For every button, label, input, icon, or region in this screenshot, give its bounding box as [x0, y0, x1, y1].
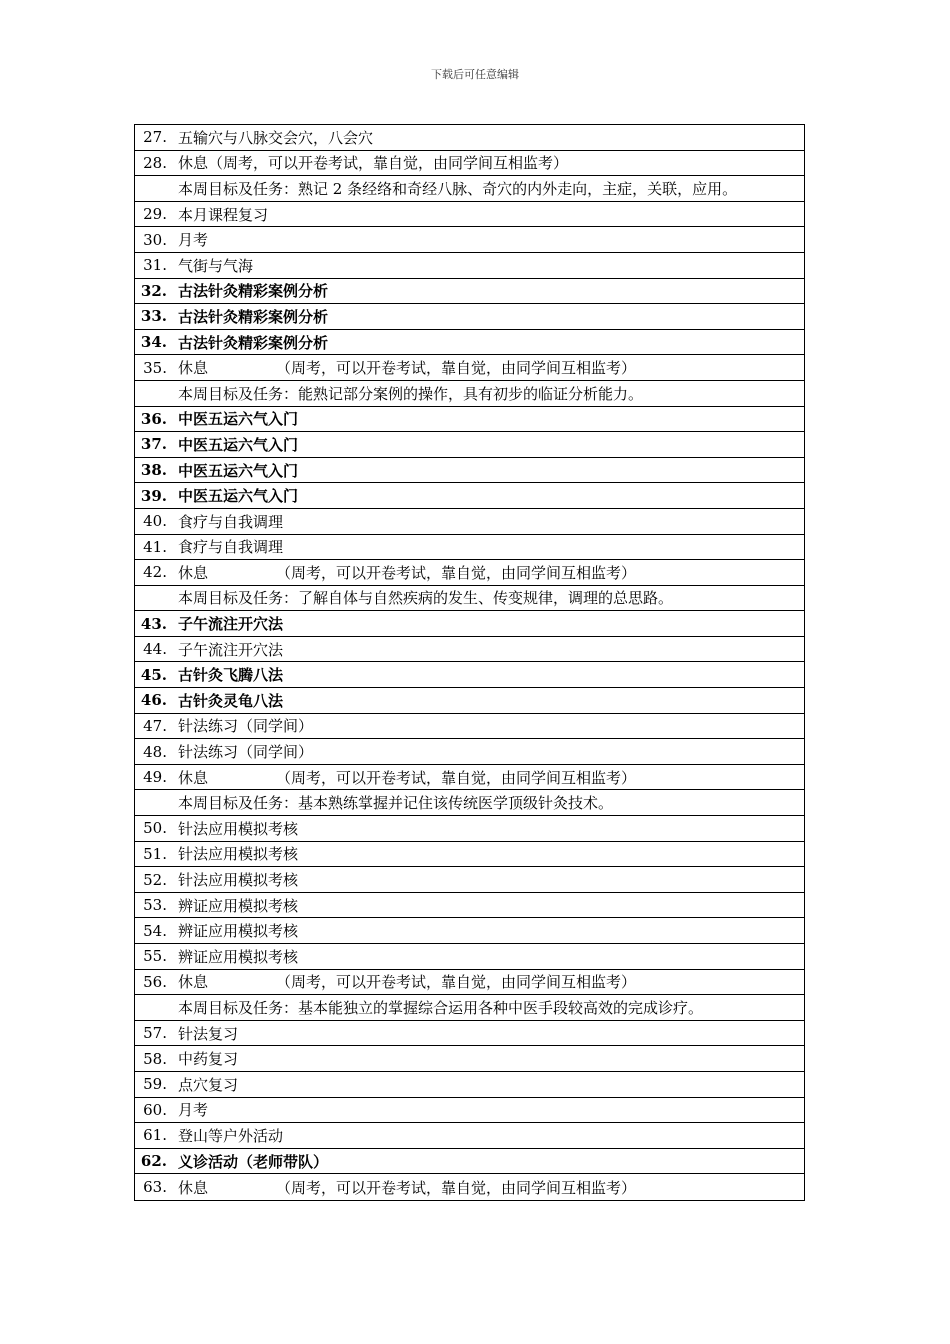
row-title: 食疗与自我调理 [178, 538, 284, 557]
row-number: 41. [143, 537, 167, 556]
schedule-table [134, 124, 805, 1201]
row-number: 46. [140, 691, 167, 710]
row-number: 63. [143, 1178, 167, 1197]
row-text [178, 1177, 804, 1198]
row-number: 58. [143, 1049, 167, 1068]
row-number: 44. [143, 640, 167, 659]
row-text [178, 1023, 804, 1044]
row-title: 休息 [178, 973, 209, 992]
row-text [178, 639, 804, 660]
row-number: 62. [140, 1152, 167, 1171]
schedule-row [135, 355, 804, 381]
row-text [178, 715, 804, 736]
schedule-row [135, 407, 804, 433]
row-text [178, 434, 804, 455]
row-number: 28. [143, 153, 167, 172]
schedule-row [135, 662, 804, 688]
row-number: 60. [143, 1100, 167, 1119]
row-text [178, 332, 804, 353]
page-header-note: 下载后可任意编辑 [431, 68, 519, 81]
row-title: 子午流注开穴法 [178, 615, 284, 634]
row-text [178, 843, 804, 864]
row-number: 35. [143, 358, 167, 377]
row-title: 针法练习（同学间） [178, 717, 314, 736]
schedule-row [135, 151, 804, 177]
row-note: （周考，可以开卷考试，靠自觉，由同学间互相监考） [276, 768, 637, 787]
weekly-goal-text: 本周目标及任务：了解自体与自然疾病的发生、传变规律，调理的总思路。 [178, 589, 674, 608]
row-number: 45. [140, 665, 167, 684]
row-title: 辨证应用模拟考核 [178, 896, 299, 915]
row-title: 古法针灸精彩案例分析 [178, 307, 329, 326]
row-title: 子午流注开穴法 [178, 640, 284, 659]
row-text [178, 357, 804, 378]
weekly-goal-text: 本周目标及任务：能熟记部分案例的操作，具有初步的临证分析能力。 [178, 384, 644, 403]
row-text [178, 485, 804, 506]
row-text [178, 613, 804, 634]
schedule-row [135, 202, 804, 228]
schedule-row [135, 227, 804, 253]
row-title: 针法应用模拟考核 [178, 845, 299, 864]
row-text [178, 255, 804, 276]
row-text [178, 741, 804, 762]
row-title: 本月课程复习 [178, 205, 269, 224]
schedule-row [135, 509, 804, 535]
row-title: 古针灸灵龟八法 [178, 691, 284, 710]
weekly-goal-row [135, 381, 804, 407]
row-text [178, 869, 804, 890]
row-text [178, 280, 804, 301]
row-text [178, 460, 804, 481]
schedule-row [135, 637, 804, 663]
row-number: 30. [143, 230, 167, 249]
row-title: 休息 [178, 1178, 209, 1197]
row-number: 32. [140, 281, 167, 300]
schedule-row [135, 611, 804, 637]
row-number: 57. [143, 1024, 167, 1043]
schedule-row [135, 304, 804, 330]
row-number: 38. [140, 461, 167, 480]
row-number: 37. [140, 435, 167, 454]
row-number: 34. [140, 333, 167, 352]
schedule-row [135, 560, 804, 586]
row-text [178, 511, 804, 532]
row-number: 47. [143, 716, 167, 735]
row-text [178, 767, 804, 788]
schedule-row [135, 535, 804, 561]
row-note: （周考，可以开卷考试，靠自觉，由同学间互相监考） [276, 359, 637, 378]
row-title: 中医五运六气入门 [178, 435, 299, 454]
row-text [178, 946, 804, 967]
row-number: 33. [140, 307, 167, 326]
row-title: 休息 [178, 359, 209, 378]
schedule-row [135, 1021, 804, 1047]
row-number: 56. [143, 972, 167, 991]
row-text [178, 971, 804, 992]
row-number: 53. [143, 896, 167, 915]
weekly-goal-row [135, 176, 804, 202]
row-number: 61. [143, 1126, 167, 1145]
schedule-row [135, 842, 804, 868]
schedule-row [135, 1123, 804, 1149]
schedule-row [135, 1072, 804, 1098]
row-title: 气街与气海 [178, 256, 254, 275]
row-text [178, 1048, 804, 1069]
row-title: 义诊活动（老师带队） [178, 1152, 329, 1171]
schedule-row [135, 253, 804, 279]
row-title: 中医五运六气入门 [178, 410, 299, 429]
row-text [178, 204, 804, 225]
schedule-row [135, 918, 804, 944]
row-title: 针法应用模拟考核 [178, 819, 299, 838]
row-number: 52. [143, 870, 167, 889]
row-text [178, 895, 804, 916]
row-number: 42. [143, 563, 167, 582]
schedule-row [135, 688, 804, 714]
row-title: 针法应用模拟考核 [178, 871, 299, 890]
schedule-row [135, 1098, 804, 1124]
row-text [178, 408, 804, 429]
row-text [178, 1125, 804, 1146]
row-title: 休息 [178, 563, 209, 582]
row-number: 55. [143, 947, 167, 966]
row-text [178, 127, 804, 148]
schedule-row [135, 1046, 804, 1072]
row-text [178, 536, 804, 557]
row-title: 登山等户外活动 [178, 1126, 284, 1145]
row-number: 36. [140, 409, 167, 428]
weekly-goal-text: 本周目标及任务：基本熟练掌握并记住该传统医学顶级针灸技术。 [178, 794, 614, 813]
schedule-row [135, 867, 804, 893]
row-text [178, 152, 804, 173]
row-text [178, 664, 804, 685]
row-text [178, 818, 804, 839]
row-title: 五输穴与八脉交会穴，八会穴 [178, 128, 374, 147]
row-number: 39. [140, 486, 167, 505]
row-number: 48. [143, 742, 167, 761]
row-number: 31. [143, 256, 167, 275]
schedule-row [135, 483, 804, 509]
row-title: 中药复习 [178, 1050, 239, 1069]
weekly-goal-text: 本周目标及任务：基本能独立的掌握综合运用各种中医手段较高效的完成诊疗。 [178, 998, 704, 1017]
row-title: 古针灸飞腾八法 [178, 666, 284, 685]
row-text [178, 920, 804, 941]
schedule-row [135, 739, 804, 765]
row-text [178, 1074, 804, 1095]
row-text [178, 562, 804, 583]
row-text [178, 229, 804, 250]
row-number: 27. [143, 128, 167, 147]
row-title: 中医五运六气入门 [178, 487, 299, 506]
row-title: 月考 [178, 1101, 209, 1120]
weekly-goal-text: 本周目标及任务：熟记 2 条经络和奇经八脉、奇穴的内外走向，主症，关联，应用。 [178, 179, 738, 198]
row-note: （周考，可以开卷考试，靠自觉，由同学间互相监考） [276, 973, 637, 992]
row-title: 中医五运六气入门 [178, 461, 299, 480]
row-text [178, 306, 804, 327]
row-number: 54. [143, 921, 167, 940]
row-number: 50. [143, 819, 167, 838]
weekly-goal-row [135, 790, 804, 816]
row-number: 40. [143, 512, 167, 531]
row-title: 针法复习 [178, 1024, 239, 1043]
schedule-row [135, 765, 804, 791]
schedule-row [135, 279, 804, 305]
row-title: 点穴复习 [178, 1075, 239, 1094]
row-title: 休息（周考，可以开卷考试，靠自觉，由同学间互相监考） [178, 154, 569, 173]
row-note: （周考，可以开卷考试，靠自觉，由同学间互相监考） [276, 563, 637, 582]
row-note: （周考，可以开卷考试，靠自觉，由同学间互相监考） [276, 1178, 637, 1197]
row-title: 辨证应用模拟考核 [178, 922, 299, 941]
weekly-goal-row [135, 586, 804, 612]
row-text [178, 1099, 804, 1120]
schedule-row [135, 970, 804, 996]
schedule-row [135, 1174, 804, 1200]
row-text [178, 1151, 804, 1172]
schedule-row [135, 432, 804, 458]
row-number: 59. [143, 1075, 167, 1094]
schedule-row [135, 330, 804, 356]
row-title: 辨证应用模拟考核 [178, 947, 299, 966]
schedule-row [135, 1149, 804, 1175]
row-text [178, 690, 804, 711]
schedule-row [135, 125, 804, 151]
schedule-row [135, 944, 804, 970]
weekly-goal-row [135, 995, 804, 1021]
schedule-row [135, 893, 804, 919]
row-title: 古法针灸精彩案例分析 [178, 333, 329, 352]
row-title: 月考 [178, 231, 209, 250]
schedule-row [135, 816, 804, 842]
row-number: 43. [140, 614, 167, 633]
row-number: 29. [143, 205, 167, 224]
schedule-row [135, 714, 804, 740]
row-number: 49. [143, 768, 167, 787]
row-title: 休息 [178, 768, 209, 787]
row-number: 51. [143, 844, 167, 863]
row-title: 食疗与自我调理 [178, 512, 284, 531]
row-title: 古法针灸精彩案例分析 [178, 282, 329, 301]
row-title: 针法练习（同学间） [178, 743, 314, 762]
schedule-row [135, 458, 804, 484]
